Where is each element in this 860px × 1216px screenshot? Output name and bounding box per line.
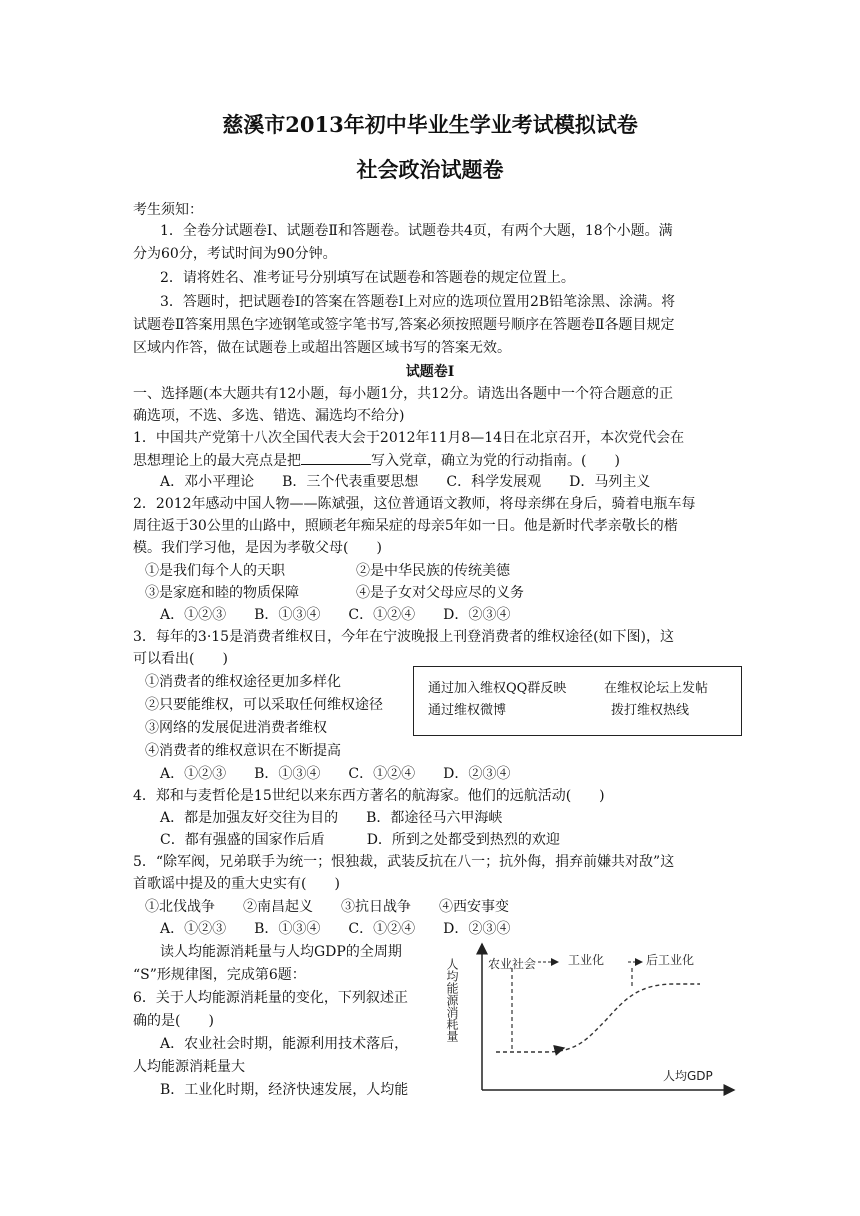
notice-item-1-cont: 分为60分，考试时间为90分钟。 [133,246,337,262]
exam-title: 慈溪市2013年初中毕业生学业考试模拟试卷 [222,112,638,137]
q3-stem: 3．每年的3·15是消费者维权日，今年在宁波晚报上刊登消费者的维权途径(如下图)，这 [133,629,675,645]
box-hotline: 拨打维权热线 [611,703,690,718]
q6-stem-cont: 确的是( ) [133,1013,214,1029]
notice-heading: 考生须知： [133,202,203,218]
q2-options: A．①②③ B．①③④ C．①②④ D．②③④ [160,607,511,623]
q3-options: A．①②③ B．①③④ C．①②④ D．②③④ [160,766,511,782]
q3-statement-4: ④消费者的维权意识在不断提高 [145,743,341,759]
q3-statement-3: ③网络的发展促进消费者维权 [145,720,327,736]
phase-label-industrial: 工业化 [568,953,605,967]
notice-item-3-cont2: 区域内作答，做在试题卷上或超出答题区域书写的答案无效。 [133,340,511,356]
energy-gdp-chart [438,938,740,1098]
section-intro-cont: 确选项，不选、多选、错选、漏选均不给分) [133,408,405,424]
q4-options-ab: A．都是加强友好交往为目的 B．都途径马六甲海峡 [160,810,503,826]
q2-statement-3: ③是家庭和睦的物质保障 [145,585,299,601]
notice-item-3: 3．答题时，把试题卷Ⅰ的答案在答题卷Ⅰ上对应的选项位置用2B铅笔涂黑、涂满。将 [160,294,676,310]
q5-options: A．①②③ B．①③④ C．①②④ D．②③④ [160,921,511,937]
x-axis-label: 人均GDP [663,1069,713,1083]
rights-channels-box [413,666,742,736]
q6-option-b: B．工业化时期，经济快速发展，人均能 [160,1082,409,1098]
q6-option-a-cont: 人均能源消耗量大 [133,1059,245,1075]
q2-statement-2: ②是中华民族的传统美德 [356,563,510,579]
q6-option-a: A．农业社会时期，能源利用技术落后， [160,1036,409,1052]
q6-stem: 6．关于人均能源消耗量的变化，下列叙述正 [133,990,408,1006]
q4-options-cd: C．都有强盛的国家作后盾 D．所到之处都受到热烈的欢迎 [160,832,560,848]
phase-label-postindustrial: 后工业化 [646,953,695,967]
section-title: 试题卷Ⅰ [405,364,455,380]
q1-stem-cont [133,450,620,471]
q5-stem: 5．“除军阀，兄弟联手为统一；恨独裁，武装反抗在八一；抗外侮，捐弃前嫌共对敌”这 [133,854,675,870]
q1-options: A．邓小平理论 B．三个代表重要思想 C．科学发展观 D．马列主义 [160,474,651,490]
q1-blank [301,450,371,465]
q2-stem-cont2: 模。我们学习他，是因为孝敬父母( ) [133,540,382,556]
q2-stem: 2．2012年感动中国人物——陈斌强，这位普通语文教师，将母亲绑在身后，骑着电瓶车每 [133,496,696,512]
box-qq-group: 通过加入维权QQ群反映 [428,681,567,696]
q1-stem-post: 写入党章，确立为党的行动指南。( ) [371,453,620,469]
q3-statement-2: ②只要能维权，可以采取任何维权途径 [145,697,383,713]
q6-lead: 读人均能源消耗量与人均GDP的全周期 [160,944,402,960]
s-curve [496,984,700,1052]
notice-item-2: 2．请将姓名、准考证号分别填写在试题卷和答题卷的规定位置上。 [160,270,575,286]
notice-item-1: 1．全卷分试题卷Ⅰ、试题卷Ⅱ和答题卷。试题卷共4页，有两个大题，18个小题。满 [160,223,673,239]
q6-lead-cont: “S”形规律图，完成第6题： [133,967,306,983]
q4-stem: 4．郑和与麦哲伦是15世纪以来东西方著名的航海家。他们的远航活动( ) [133,788,605,804]
q2-statement-4: ④是子女对父母应尽的义务 [356,585,524,601]
phase-label-agri: 农业社会 [488,957,537,971]
q3-statement-1: ①消费者的维权途径更加多样化 [145,674,341,690]
y-axis-label: 人均能源消耗量 [445,958,459,1042]
section-intro: 一、选择题(本大题共有12小题，每小题1分，共12分。请选出各题中一个符合题意的正 [133,386,673,402]
q5-stem-cont: 首歌谣中提及的重大史实有( ) [133,876,340,892]
q2-statement-1: ①是我们每个人的天职 [145,563,285,579]
box-weibo: 通过维权微博 [428,703,507,718]
box-forum: 在维权论坛上发帖 [604,681,709,696]
notice-item-3-cont: 试题卷Ⅱ答案用黑色字迹钢笔或签字笔书写,答案必须按照题号顺序在答题卷Ⅱ各题目规定 [133,317,675,333]
q5-events: ①北伐战争 ②南昌起义 ③抗日战争 ④西安事变 [145,899,509,915]
q1-stem: 1．中国共产党第十八次全国代表大会于2012年11月8—14日在北京召开，本次党代会在 [133,430,685,446]
q3-stem-cont: 可以看出( ) [133,651,228,667]
exam-subtitle: 社会政治试题卷 [356,157,504,182]
q2-stem-cont: 周往返于30公里的山路中，照顾老年痴呆症的母亲5年如一日。他是新时代孝亲敬长的楷 [133,518,678,534]
q1-stem-pre: 思想理论上的最大亮点是把 [133,453,301,469]
